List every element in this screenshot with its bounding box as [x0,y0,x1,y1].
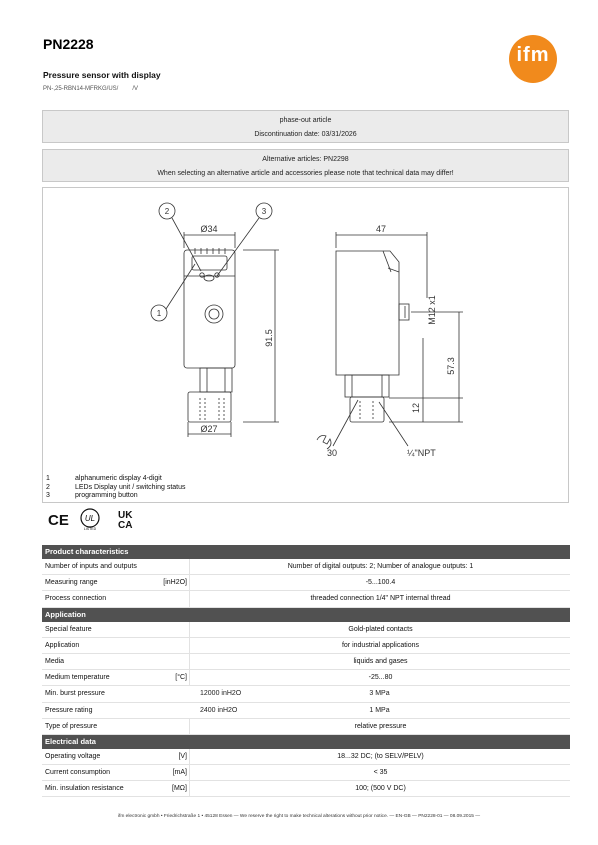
row-value-primary: 12000 inH2O [200,690,242,698]
table-row [42,591,570,607]
certification-marks [48,508,148,530]
row-label: Type of pressure [45,722,98,730]
table-row [42,703,570,719]
callout-3-label: 3 [261,207,267,216]
row-label: Media [45,658,65,666]
legend-number: 3 [46,492,50,499]
ifm-logo [509,35,557,83]
row-value: 100; (500 V DC) [355,785,406,793]
drawing-legend [46,475,186,501]
row-value: liquids and gases [353,658,408,666]
legend-number: 2 [46,483,50,491]
product-code [43,86,138,92]
page-title: PN2228 [43,36,94,52]
notice-line: Alternative articles: PN2298 [262,156,349,163]
drawing-svg [43,188,570,504]
callout-2-label: 2 [164,207,170,216]
ukca-mark-bottom: CA [118,520,133,530]
dim-573: 57.3 [446,357,456,375]
legend-number: 1 [46,475,50,482]
dim-m12: M12 x1 [427,295,437,325]
row-label: Measuring range [inH2O] [45,579,187,587]
row-value: -5...100.4 [365,579,396,587]
side-connector [399,304,409,320]
dimension-drawing [42,187,569,503]
notice-line: Discontinuation date: 03/31/2026 [254,131,357,138]
notice-line: phase-out article [279,117,332,124]
row-value: 18...32 DC; (to SELV/PELV) [337,752,424,760]
front-hex [200,368,232,392]
legend-item [46,475,186,484]
row-value: < 35 [373,769,388,777]
row-label: Number of inputs and outputs [45,563,137,571]
row-label: Min. burst pressure [45,690,105,698]
row-value-secondary: 1 MPa [369,706,390,714]
display-window [192,256,227,270]
dim-12: 12 [411,402,421,414]
row-label: Min. insulation resistance [MΩ] [45,785,187,793]
legend-text: alphanumeric display 4-digit [75,475,162,482]
legend-item [46,484,186,493]
notice-line: When selecting an alternative article and accessories please note that technical data may differ! [157,170,454,177]
ul-text: UL [84,514,96,523]
spec-table [42,545,570,797]
row-label: Process connection [45,595,107,603]
section-header-electrical: Electrical data [42,735,570,749]
led-left [200,273,204,277]
dim-d27: Ø27 [200,424,218,434]
dim-wrench: 30 [327,448,338,458]
row-label: Operating voltage [V] [45,752,187,760]
table-row [42,749,570,765]
dim-47: 47 [375,224,387,234]
row-value [189,707,570,714]
row-value: relative pressure [354,722,407,730]
table-row [42,622,570,638]
row-value-primary: 2400 inH2O [200,706,238,714]
legend-text: LEDs Display unit / switching status [75,483,186,491]
ukca-mark-icon: UK [118,510,133,521]
alternative-notice [42,149,569,182]
row-label: Special feature [45,625,92,633]
table-row [42,686,570,702]
row-label: Pressure rating [45,706,93,714]
legend-text: programming button [75,492,138,499]
table-row [42,559,570,575]
callout-1-label: 1 [156,309,162,318]
front-thread [188,392,231,422]
logo-text: ifm [516,44,550,66]
dim-915: 91.5 [264,329,274,347]
side-thread [350,397,384,422]
row-value-secondary: 3 MPa [369,690,390,698]
table-row [42,765,570,781]
product-code-suffix: /V [132,86,139,92]
row-value: Number of digital outputs: 2; Number of analogue outputs: 1 [287,563,474,571]
table-row [42,781,570,797]
table-row [42,654,570,670]
front-connector [205,305,223,323]
section-header-product: Product characteristics [42,545,570,559]
dim-npt: ¼"NPT [407,448,436,458]
ce-mark-icon: CE [48,512,69,529]
phase-out-notice [42,110,569,143]
row-value: for industrial applications [341,641,420,649]
cert-icons [48,508,148,530]
side-housing [336,251,399,375]
table-row [42,575,570,591]
legend-item [46,492,186,501]
row-value: -25...80 [368,674,393,682]
row-label: Medium temperature [°C] [45,674,187,682]
table-row [42,638,570,654]
product-code-text: PN-,25-RBN14-MFRKG/US/ [43,86,119,92]
row-value [189,690,570,697]
table-row [42,670,570,686]
row-value: Gold-plated contacts [348,625,413,633]
product-subtitle: Pressure sensor with display [43,70,161,80]
section-header-application: Application [42,608,570,622]
row-value: threaded connection 1/4" NPT internal thread [310,595,451,603]
ul-sub: LISTED [83,527,97,530]
row-label: Application [45,641,80,649]
table-row [42,719,570,735]
row-label: Current consumption [mA] [45,769,187,777]
page-footer: ifm electronic gmbh • Friedrichstraße 1 • 45128 Essen — We reserve the right to make technical alterations without prior notice. — EN-GB — PN2228-01 — 08.09.2015 — [117,814,481,819]
dim-d34: Ø34 [200,224,218,234]
